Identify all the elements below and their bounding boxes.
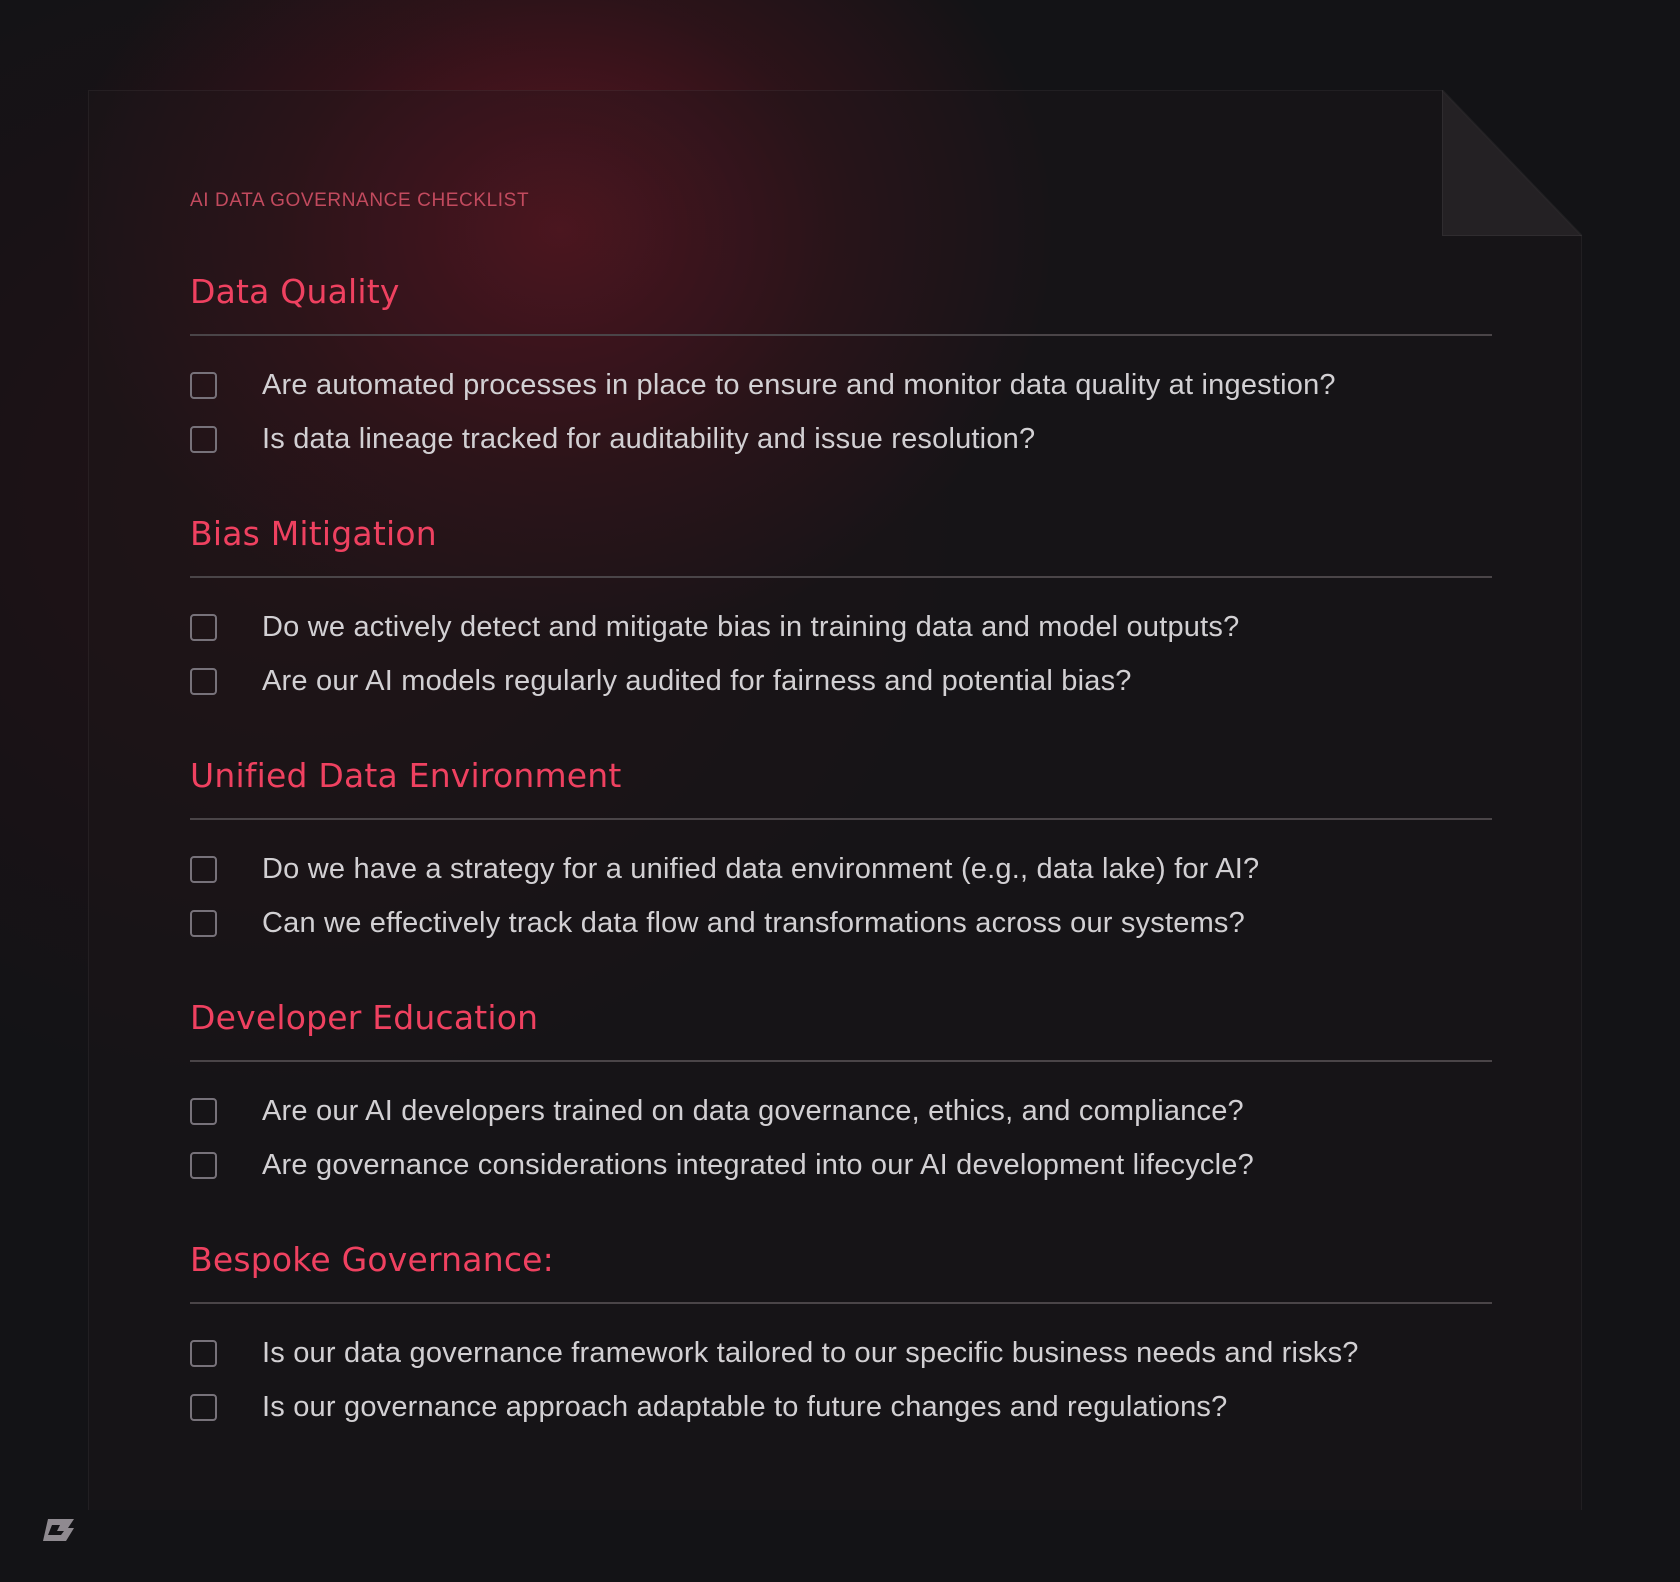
section-bias-mitigation (190, 514, 1492, 708)
checklist-item-text: Is our governance approach adaptable to future changes and regulations? (262, 1390, 1228, 1423)
section-developer-education (190, 998, 1492, 1192)
checklist-item (190, 600, 1492, 654)
section-title: Developer Education (190, 998, 539, 1037)
checklist-item (190, 896, 1492, 950)
section-title: Data Quality (190, 272, 400, 311)
checklist-item-text: Is our data governance framework tailored to our specific business needs and risks? (262, 1336, 1359, 1369)
checkbox[interactable] (190, 668, 217, 695)
checklist-items (190, 600, 1492, 708)
checklist-item-text: Are governance considerations integrated into our AI development lifecycle? (262, 1148, 1254, 1181)
section-unified-data-environment (190, 756, 1492, 950)
checklist-item-text: Are our AI models regularly audited for fairness and potential bias? (262, 664, 1132, 697)
section-data-quality (190, 272, 1492, 466)
section-divider (190, 334, 1492, 336)
checklist-items (190, 1084, 1492, 1192)
checklist-item-text: Is data lineage tracked for auditability and issue resolution? (262, 422, 1036, 455)
checkbox[interactable] (190, 1152, 217, 1179)
section-bespoke-governance (190, 1240, 1492, 1434)
checklist-item (190, 842, 1492, 896)
checklist-eyebrow: AI DATA GOVERNANCE CHECKLIST (190, 190, 530, 211)
checkbox[interactable] (190, 426, 217, 453)
checklist-item-text: Do we have a strategy for a unified data environment (e.g., data lake) for AI? (262, 852, 1260, 885)
checkbox[interactable] (190, 856, 217, 883)
section-title: Bespoke Governance: (190, 1240, 554, 1279)
section-divider (190, 818, 1492, 820)
checklist-content (190, 190, 1492, 1434)
checklist-item (190, 412, 1492, 466)
checkbox[interactable] (190, 614, 217, 641)
checkbox[interactable] (190, 372, 217, 399)
section-divider (190, 1302, 1492, 1304)
checklist-item (190, 1084, 1492, 1138)
section-divider (190, 1060, 1492, 1062)
checklist-sheet (88, 90, 1582, 1510)
checkbox[interactable] (190, 1340, 217, 1367)
checklist-item-text: Are automated processes in place to ensure and monitor data quality at ingestion? (262, 368, 1336, 401)
checklist-item (190, 358, 1492, 412)
checkbox[interactable] (190, 1394, 217, 1421)
checklist-item-text: Do we actively detect and mitigate bias in training data and model outputs? (262, 610, 1240, 643)
checklist-items (190, 358, 1492, 466)
checklist-items (190, 842, 1492, 950)
checklist-item-text: Can we effectively track data flow and transformations across our systems? (262, 906, 1245, 939)
section-title: Bias Mitigation (190, 514, 437, 553)
checklist-item (190, 1138, 1492, 1192)
checklist-items (190, 1326, 1492, 1434)
checkbox[interactable] (190, 1098, 217, 1125)
brand-logo-icon (40, 1515, 78, 1545)
checkbox[interactable] (190, 910, 217, 937)
section-title: Unified Data Environment (190, 756, 622, 795)
checklist-item (190, 1326, 1492, 1380)
checklist-item (190, 1380, 1492, 1434)
checklist-item (190, 654, 1492, 708)
section-divider (190, 576, 1492, 578)
checklist-item-text: Are our AI developers trained on data governance, ethics, and compliance? (262, 1094, 1244, 1127)
